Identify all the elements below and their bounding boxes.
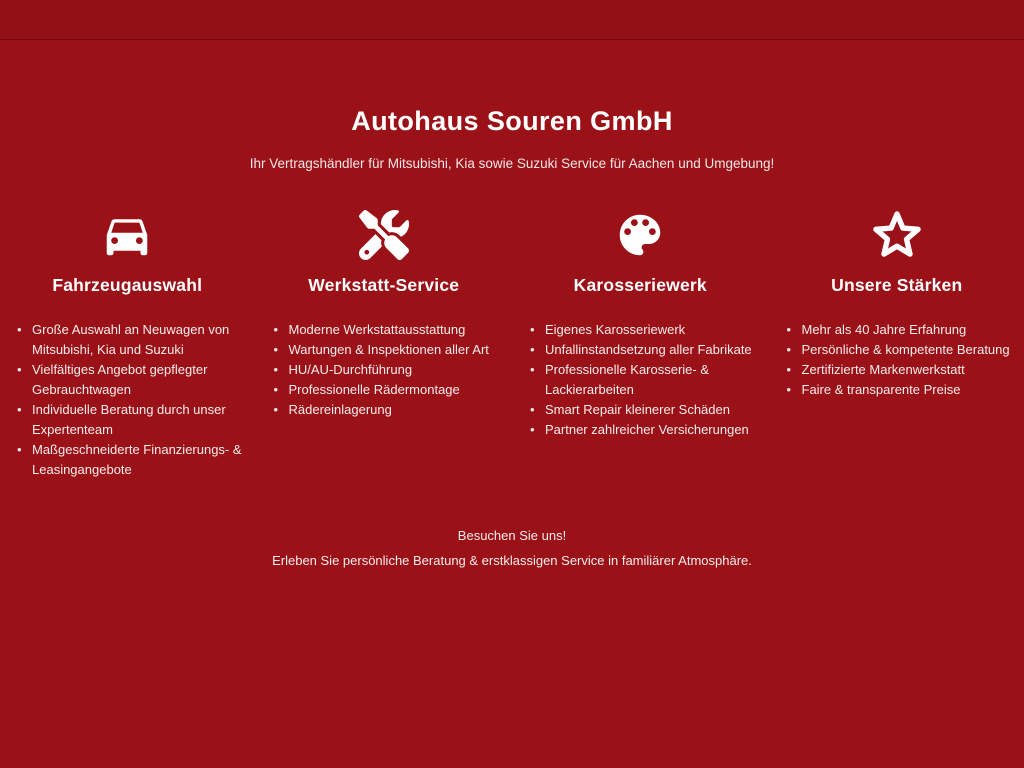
footer [0, 526, 1024, 571]
list-item: • Unfallinstandsetzung aller Fabrikate [529, 340, 756, 360]
list-item: • Mehr als 40 Jahre Erfahrung [786, 320, 1013, 340]
top-border-line [0, 0, 1024, 40]
palette-icon [525, 208, 756, 262]
feature-list [782, 320, 1013, 400]
list-item: • Smart Repair kleinerer Schäden [529, 400, 756, 420]
list-item: • HU/AU-Durchführung [273, 360, 500, 380]
column-heading: Unsere Stärken [831, 275, 963, 295]
footer-tagline: Erleben Sie persönliche Beratung & erstklassigen Service in familiärer Atmosphäre. [272, 553, 752, 568]
list-item: • Moderne Werkstattausstattung [273, 320, 500, 340]
list-item: • Faire & transparente Preise [786, 380, 1013, 400]
list-item: • Zertifizierte Markenwerkstatt [786, 360, 1013, 380]
tools-icon [269, 208, 500, 262]
list-item: • Persönliche & kompetente Beratung [786, 340, 1013, 360]
list-item: • Partner zahlreicher Versicherungen [529, 420, 756, 440]
feature-column-unsere-staerken [782, 208, 1013, 480]
page-subtitle: Ihr Vertragshändler für Mitsubishi, Kia sowie Suzuki Service für Aachen und Umgebung! [249, 156, 775, 171]
page-title: Autohaus Souren GmbH [351, 106, 673, 136]
car-icon [12, 208, 243, 262]
column-heading: Fahrzeugauswahl [52, 275, 203, 295]
feature-list [269, 320, 500, 420]
feature-list [12, 320, 243, 480]
list-item: • Professionelle Rädermontage [273, 380, 500, 400]
list-item: • Maßgeschneiderte Finanzierungs- & Leasingangebote [16, 440, 243, 480]
feature-columns [12, 208, 1012, 480]
feature-column-fahrzeugauswahl [12, 208, 243, 480]
feature-list [525, 320, 756, 440]
star-icon [782, 208, 1013, 262]
column-heading: Karosseriewerk [573, 275, 707, 295]
list-item: • Vielfältiges Angebot gepflegter Gebrauchtwagen [16, 360, 243, 400]
list-item: • Eigenes Karosseriewerk [529, 320, 756, 340]
list-item: • Professionelle Karosserie- & Lackierarbeiten [529, 360, 756, 400]
list-item: • Individuelle Beratung durch unser Expertenteam [16, 400, 243, 440]
footer-invite: Besuchen Sie uns! [457, 528, 567, 543]
list-item: • Wartungen & Inspektionen aller Art [273, 340, 500, 360]
feature-column-werkstatt-service [269, 208, 500, 480]
column-heading: Werkstatt-Service [308, 275, 460, 295]
list-item: • Rädereinlagerung [273, 400, 500, 420]
list-item: • Große Auswahl an Neuwagen von Mitsubishi, Kia und Suzuki [16, 320, 243, 360]
feature-column-karosseriewerk [525, 208, 756, 480]
